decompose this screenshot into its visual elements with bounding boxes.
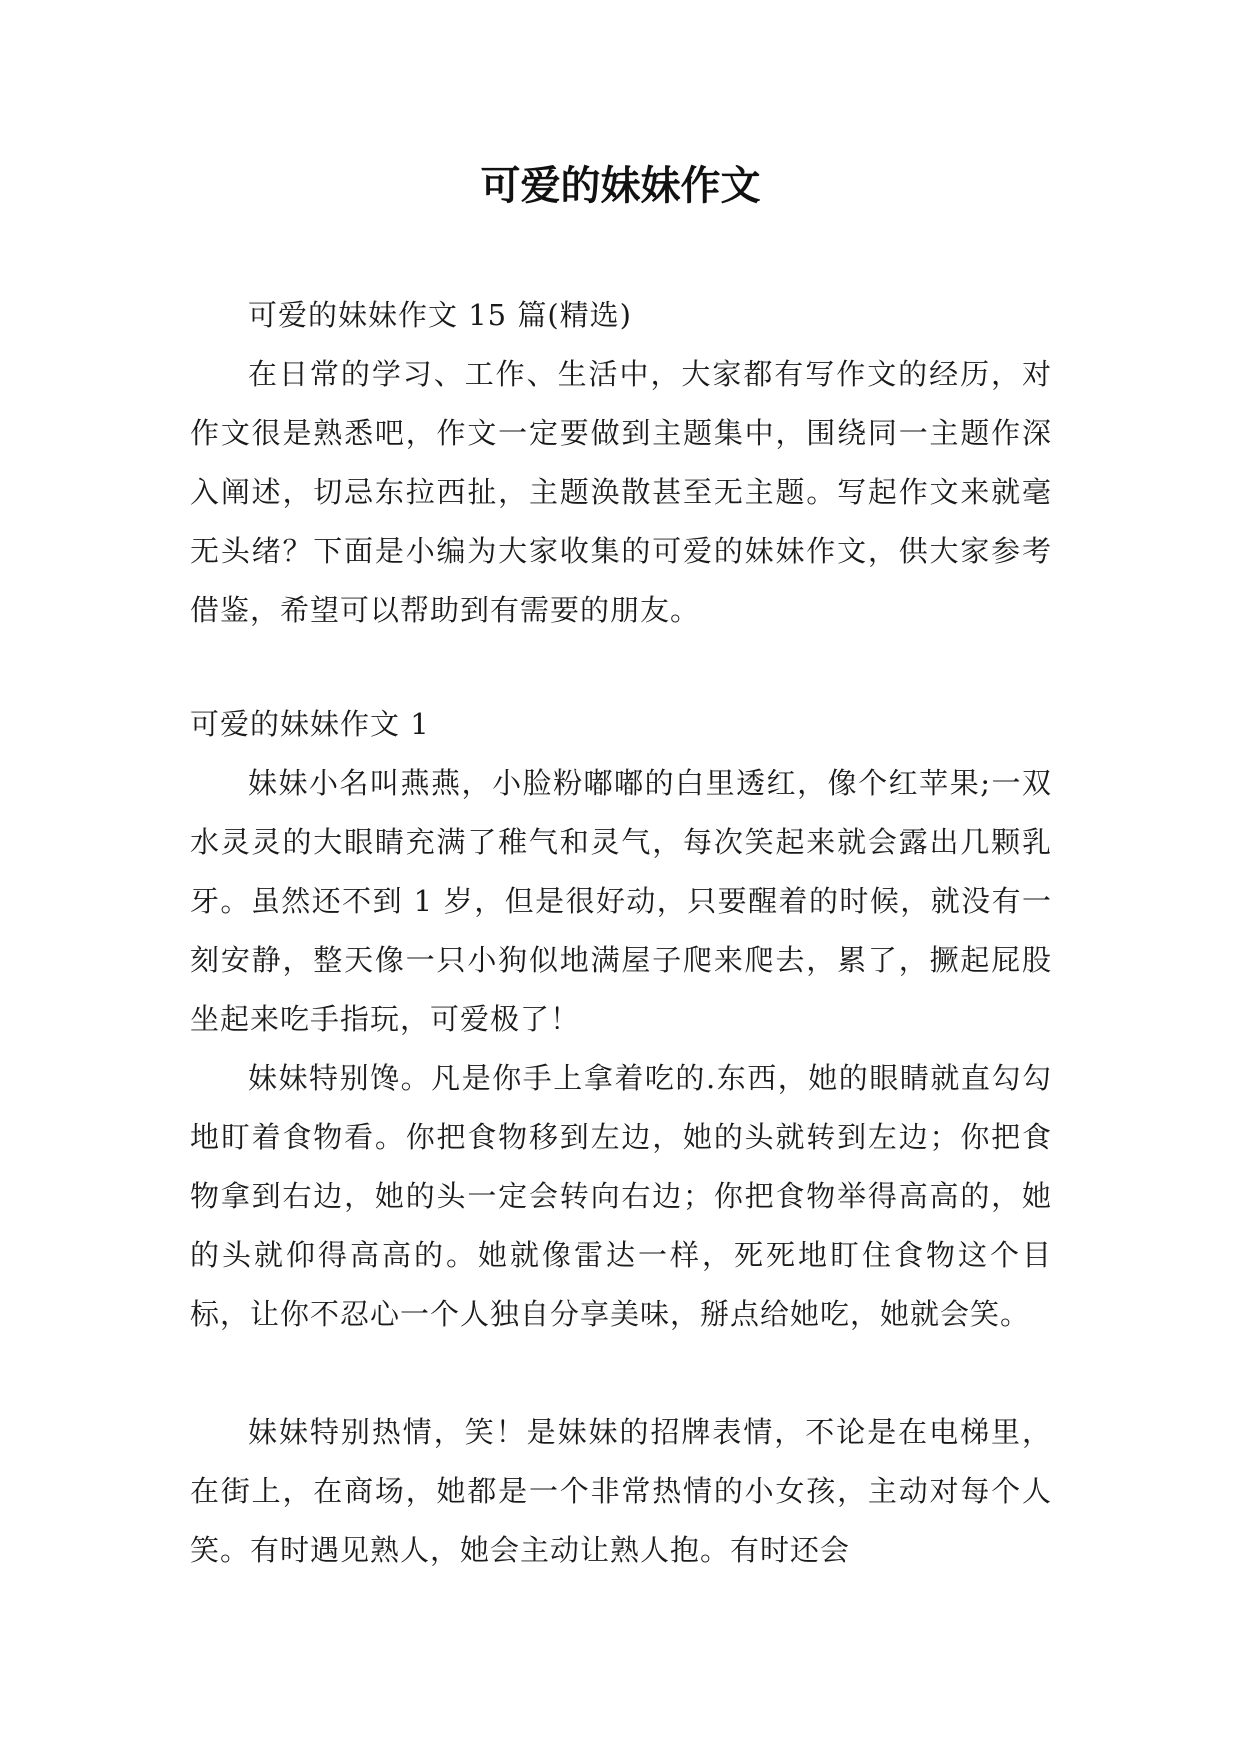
section-title: 可爱的妹妹作文 1 — [190, 707, 430, 741]
body-paragraph: 妹妹特别馋。凡是你手上拿着吃的.东西，她的眼睛就直勾勾地盯着食物看。你把食物移到左边，她的头就转到左边；你把食物拿到右边，她的头一定会转向右边；你把食物举得高高的，她的头就仰得高高的。她就像雷达一样，死死地盯住食物这个目标，让你不忍心一个人独自分享美味，掰点给她吃，她就会笑。 — [190, 1061, 1052, 1331]
body-paragraph: 妹妹特别热情，笑！是妹妹的招牌表情，不论是在电梯里，在街上，在商场，她都是一个非常热情的小女孩，主动对每个人笑。有时遇见熟人，她会主动让熟人抱。有时还会 — [190, 1415, 1052, 1567]
document-subtitle: 可爱的妹妹作文 15 篇(精选) — [248, 298, 632, 332]
intro-paragraph: 在日常的学习、工作、生活中，大家都有写作文的经历，对作文很是熟悉吧，作文一定要做到主题集中，围绕同一主题作深入阐述，切忌东拉西扯，主题涣散甚至无主题。写起作文来就毫无头绪？下面是小编为大家收集的可爱的妹妹作文，供大家参考借鉴，希望可以帮助到有需要的朋友。 — [190, 357, 1052, 627]
body-paragraph: 妹妹小名叫燕燕，小脸粉嘟嘟的白里透红，像个红苹果;一双水灵灵的大眼睛充满了稚气和灵气，每次笑起来就会露出几颗乳牙。虽然还不到 1 岁，但是很好动，只要醒着的时候，就没有一刻安静，整天像一只小狗似地满屋子爬来爬去，累了，撅起屁股坐起来吃手指玩，可爱极了！ — [190, 766, 1052, 1036]
document-title: 可爱的妹妹作文 — [480, 163, 761, 209]
